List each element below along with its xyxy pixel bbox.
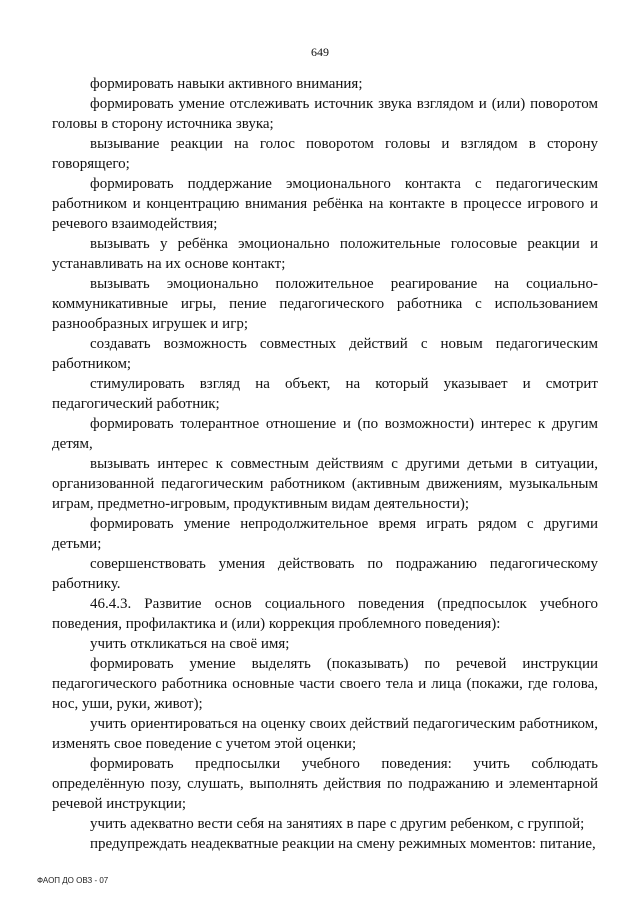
paragraph: совершенствовать умения действовать по подражанию педагогическому работнику.	[52, 556, 598, 592]
paragraph: учить откликаться на своё имя;	[90, 636, 290, 652]
paragraph: вызывать эмоционально положительное реагирование на социально-коммуникативные игры, пение педагогического работника с использованием разнообразных игрушек и игр;	[52, 276, 598, 332]
paragraph: формировать предпосылки учебного поведения: учить соблюдать определённую позу, слушать, выполнять действия по подражанию и элементарной речевой инструкции;	[52, 756, 598, 812]
paragraph: формировать толерантное отношение и (по возможности) интерес к другим детям,	[52, 416, 598, 452]
paragraph: формировать навыки активного внимания;	[90, 76, 363, 92]
page-number: 649	[311, 45, 329, 59]
document-body	[52, 74, 598, 854]
paragraph: формировать умение непродолжительное время играть рядом с другими детьми;	[52, 516, 598, 552]
paragraph: создавать возможность совместных действий с новым педагогическим работником;	[52, 336, 598, 372]
paragraph: предупреждать неадекватные реакции на смену режимных моментов: питание,	[90, 836, 596, 852]
paragraph: формировать поддержание эмоционального контакта с педагогическим работником и концентрацию внимания ребёнка на контакте в процессе игрового и речевого взаимодействия;	[52, 176, 598, 232]
paragraph: формировать умение отслеживать источник звука взглядом и (или) поворотом головы в сторону источника звука;	[52, 96, 598, 132]
document-footer: ФАОП ДО ОВЗ - 07	[37, 876, 109, 885]
paragraph: учить адекватно вести себя на занятиях в паре с другим ребенком, с группой;	[90, 816, 585, 832]
section-heading-46-4-3: 46.4.3. Развитие основ социального поведения (предпосылок учебного поведения, профилактика и (или) коррекция проблемного поведения):	[52, 596, 598, 632]
paragraph: формировать умение выделять (показывать) по речевой инструкции педагогического работника основные части своего тела и лица (покажи, где голова, нос, уши, руки, живот);	[52, 656, 598, 712]
paragraph: вызывание реакции на голос поворотом головы и взглядом в сторону говорящего;	[52, 136, 598, 172]
paragraph: вызывать у ребёнка эмоционально положительные голосовые реакции и устанавливать на их основе контакт;	[52, 236, 598, 272]
paragraph: учить ориентироваться на оценку своих действий педагогическим работником, изменять свое поведение с учетом этой оценки;	[52, 716, 598, 752]
paragraph: вызывать интерес к совместным действиям с другими детьми в ситуации, организованной педагогическим работником (активным движениям, музыкальным играм, предметно-игровым, продуктивным видам деятельности);	[52, 456, 598, 512]
paragraph: стимулировать взгляд на объект, на который указывает и смотрит педагогический работник;	[52, 376, 598, 412]
